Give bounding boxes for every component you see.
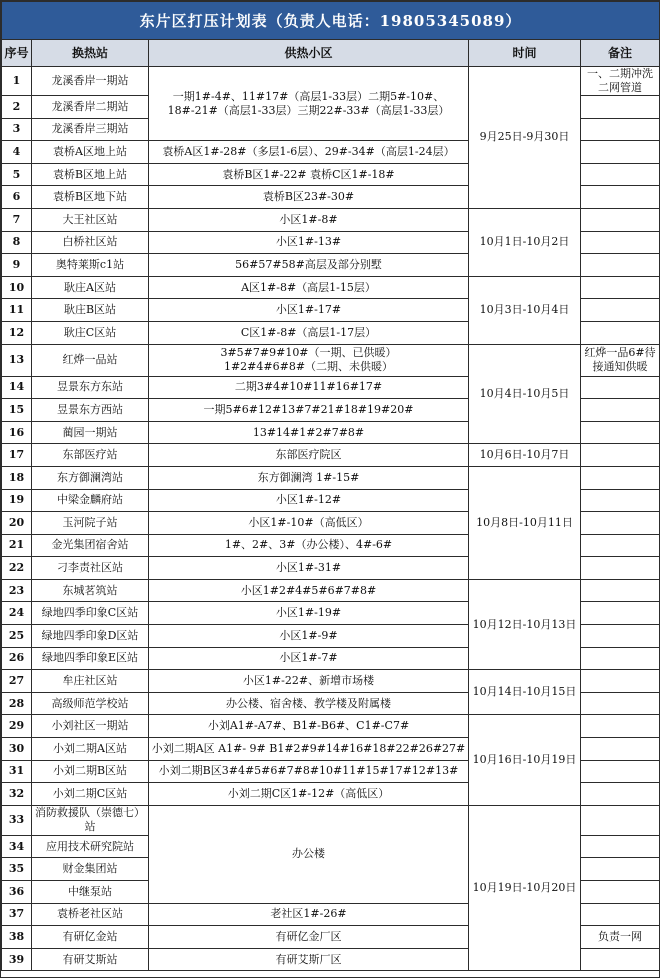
row-note [581, 118, 660, 141]
row-index: 19 [2, 489, 32, 512]
row-note [581, 254, 660, 277]
row-index: 34 [2, 835, 32, 858]
row-time: 10月4日-10月5日 [469, 344, 581, 444]
row-area: 小区1#-8# [149, 208, 469, 231]
row-station: 东部医疗站 [32, 444, 149, 467]
row-area: 东部医疗院区 [149, 444, 469, 467]
row-index: 1 [2, 67, 32, 96]
row-note [581, 399, 660, 422]
row-station: 小刘二期A区站 [32, 738, 149, 761]
row-station: 白桥社区站 [32, 231, 149, 254]
row-note [581, 858, 660, 881]
row-index: 29 [2, 715, 32, 738]
row-station: 奥特莱斯c1站 [32, 254, 149, 277]
row-note [581, 903, 660, 926]
row-note [581, 96, 660, 119]
row-station: 龙溪香岸三期站 [32, 118, 149, 141]
row-station: 金光集团宿舍站 [32, 534, 149, 557]
row-index: 17 [2, 444, 32, 467]
row-index: 27 [2, 670, 32, 693]
table-row [2, 805, 660, 835]
row-note [581, 715, 660, 738]
row-index: 39 [2, 948, 32, 971]
row-time: 10月8日-10月11日 [469, 466, 581, 579]
row-index: 30 [2, 738, 32, 761]
row-station: 耿庄A区站 [32, 276, 149, 299]
row-station: 绿地四季印象E区站 [32, 647, 149, 670]
row-note [581, 579, 660, 602]
row-note [581, 141, 660, 164]
header-area: 供热小区 [149, 40, 469, 67]
row-area: 一期1#-4#、11#17#（高层1-33层）二期5#-10#、18#-21#（高层1-33层）三期22#-33#（高层1-33层） [149, 67, 469, 141]
table-row [2, 466, 660, 489]
row-note [581, 163, 660, 186]
row-index: 9 [2, 254, 32, 277]
row-index: 4 [2, 141, 32, 164]
row-station: 昱景东方东站 [32, 376, 149, 399]
row-station: 有研艾斯站 [32, 948, 149, 971]
row-station: 蔺园一期站 [32, 421, 149, 444]
row-station: 玉河院子站 [32, 512, 149, 535]
row-note [581, 760, 660, 783]
row-index: 13 [2, 344, 32, 376]
row-time: 10月16日-10月19日 [469, 715, 581, 805]
row-area: 办公楼、宿舍楼、教学楼及附属楼 [149, 692, 469, 715]
row-station: 红烨一品站 [32, 344, 149, 376]
row-index: 11 [2, 299, 32, 322]
row-area: 小区1#-9# [149, 625, 469, 648]
row-note [581, 208, 660, 231]
row-note [581, 692, 660, 715]
row-index: 15 [2, 399, 32, 422]
table-row [2, 444, 660, 467]
row-index: 24 [2, 602, 32, 625]
row-area: 1#、2#、3#（办公楼）、4#-6# [149, 534, 469, 557]
row-station: 昱景东方西站 [32, 399, 149, 422]
row-station: 耿庄C区站 [32, 321, 149, 344]
table-title: 东片区打压计划表（负责人电话：19805345089） [2, 2, 660, 40]
row-index: 35 [2, 858, 32, 881]
row-area: 小刘二期B区3#4#5#6#7#8#10#11#15#17#12#13# [149, 760, 469, 783]
row-area: 办公楼 [149, 805, 469, 903]
row-station: 袁桥B区地上站 [32, 163, 149, 186]
row-area: 袁桥A区1#-28#（多层1-6层）、29#-34#（高层1-24层） [149, 141, 469, 164]
row-station: 龙溪香岸一期站 [32, 67, 149, 96]
row-index: 23 [2, 579, 32, 602]
row-time: 10月14日-10月15日 [469, 670, 581, 715]
row-index: 36 [2, 881, 32, 904]
row-area: 小区1#-19# [149, 602, 469, 625]
row-note [581, 466, 660, 489]
row-station: 消防救援队（崇德七）站 [32, 805, 149, 835]
row-area: 有研亿金厂区 [149, 926, 469, 949]
row-area: 袁桥B区23#-30# [149, 186, 469, 209]
table-row [2, 670, 660, 693]
row-area: 小刘二期C区1#-12#（高低区） [149, 783, 469, 806]
row-station: 中梁金麟府站 [32, 489, 149, 512]
row-station: 东城茗筑站 [32, 579, 149, 602]
row-note [581, 783, 660, 806]
row-area: 小区1#-13# [149, 231, 469, 254]
row-index: 5 [2, 163, 32, 186]
table-row [2, 276, 660, 299]
row-note [581, 948, 660, 971]
row-index: 38 [2, 926, 32, 949]
row-station: 中继泵站 [32, 881, 149, 904]
row-index: 2 [2, 96, 32, 119]
table-row [2, 579, 660, 602]
row-area: 东方御澜湾 1#-15# [149, 466, 469, 489]
header-station: 换热站 [32, 40, 149, 67]
row-station: 袁桥B区地下站 [32, 186, 149, 209]
row-note [581, 276, 660, 299]
row-index: 22 [2, 557, 32, 580]
row-area: 袁桥B区1#-22# 袁桥C区1#-18# [149, 163, 469, 186]
row-index: 18 [2, 466, 32, 489]
row-note [581, 805, 660, 835]
row-index: 7 [2, 208, 32, 231]
table-row [2, 344, 660, 376]
header-note: 备注 [581, 40, 660, 67]
row-time: 10月6日-10月7日 [469, 444, 581, 467]
row-note: 一、二期冲洗二网管道 [581, 67, 660, 96]
table-row [2, 208, 660, 231]
row-station: 小刘二期C区站 [32, 783, 149, 806]
row-area: C区1#-8#（高层1-17层） [149, 321, 469, 344]
row-area: 二期3#4#10#11#16#17# [149, 376, 469, 399]
row-station: 袁桥A区地上站 [32, 141, 149, 164]
row-time: 9月25日-9月30日 [469, 67, 581, 209]
row-area: 老社区1#-26# [149, 903, 469, 926]
row-note [581, 602, 660, 625]
row-note [581, 186, 660, 209]
row-area: A区1#-8#（高层1-15层） [149, 276, 469, 299]
row-index: 8 [2, 231, 32, 254]
row-station: 小刘社区一期站 [32, 715, 149, 738]
row-area: 小区1#-12# [149, 489, 469, 512]
row-index: 10 [2, 276, 32, 299]
row-station: 有研亿金站 [32, 926, 149, 949]
header-time: 时间 [469, 40, 581, 67]
row-index: 3 [2, 118, 32, 141]
row-note: 负责一网 [581, 926, 660, 949]
row-note [581, 489, 660, 512]
row-area: 小区1#-22#、新增市场楼 [149, 670, 469, 693]
row-area: 13#14#1#2#7#8# [149, 421, 469, 444]
row-area: 一期5#6#12#13#7#21#18#19#20# [149, 399, 469, 422]
row-area: 有研艾斯厂区 [149, 948, 469, 971]
row-note [581, 231, 660, 254]
table-row [2, 67, 660, 96]
row-index: 16 [2, 421, 32, 444]
row-note [581, 881, 660, 904]
row-time: 10月12日-10月13日 [469, 579, 581, 669]
row-area: 小刘二期A区 A1#- 9# B1#2#9#14#16#18#22#26#27# [149, 738, 469, 761]
row-index: 25 [2, 625, 32, 648]
row-station: 耿庄B区站 [32, 299, 149, 322]
row-station: 小刘二期B区站 [32, 760, 149, 783]
row-area [149, 344, 469, 376]
row-time: 10月1日-10月2日 [469, 208, 581, 276]
row-station: 绿地四季印象D区站 [32, 625, 149, 648]
row-time: 10月3日-10月4日 [469, 276, 581, 344]
row-index: 32 [2, 783, 32, 806]
row-station: 袁桥老社区站 [32, 903, 149, 926]
row-area: 56#57#58#高层及部分别墅 [149, 254, 469, 277]
row-station: 东方御澜湾站 [32, 466, 149, 489]
row-area: 小刘A1#-A7#、B1#-B6#、C1#-C7# [149, 715, 469, 738]
row-note: 红烨一品6#待接通知供暖 [581, 344, 660, 376]
row-area: 小区1#2#4#5#6#7#8# [149, 579, 469, 602]
row-note [581, 444, 660, 467]
row-index: 6 [2, 186, 32, 209]
row-note [581, 738, 660, 761]
row-note [581, 625, 660, 648]
header-index: 序号 [2, 40, 32, 67]
row-index: 12 [2, 321, 32, 344]
row-area: 小区1#-17# [149, 299, 469, 322]
row-note [581, 557, 660, 580]
row-note [581, 421, 660, 444]
row-station: 财金集团站 [32, 858, 149, 881]
row-station: 牟庄社区站 [32, 670, 149, 693]
row-station: 高级师范学校站 [32, 692, 149, 715]
row-station: 应用技术研究院站 [32, 835, 149, 858]
plan-table [1, 1, 660, 971]
row-index: 20 [2, 512, 32, 535]
row-area-line: 1#2#4#6#8#（二期、未供暖） [223, 360, 394, 374]
table-row [2, 715, 660, 738]
row-note [581, 376, 660, 399]
row-index: 31 [2, 760, 32, 783]
row-station: 绿地四季印象C区站 [32, 602, 149, 625]
row-note [581, 647, 660, 670]
row-index: 21 [2, 534, 32, 557]
row-station: 龙溪香岸二期站 [32, 96, 149, 119]
row-time: 10月19日-10月20日 [469, 805, 581, 971]
row-index: 37 [2, 903, 32, 926]
row-area: 小区1#-10#（高低区） [149, 512, 469, 535]
row-index: 14 [2, 376, 32, 399]
row-index: 26 [2, 647, 32, 670]
row-note [581, 670, 660, 693]
row-note [581, 835, 660, 858]
row-index: 33 [2, 805, 32, 835]
row-note [581, 512, 660, 535]
row-area-line: 3#5#7#9#10#（一期、已供暖） [220, 346, 397, 360]
row-area: 小区1#-31# [149, 557, 469, 580]
row-note [581, 321, 660, 344]
row-station: 大王社区站 [32, 208, 149, 231]
row-index: 28 [2, 692, 32, 715]
row-station: 刁李责社区站 [32, 557, 149, 580]
row-area: 小区1#-7# [149, 647, 469, 670]
row-note [581, 299, 660, 322]
row-note [581, 534, 660, 557]
